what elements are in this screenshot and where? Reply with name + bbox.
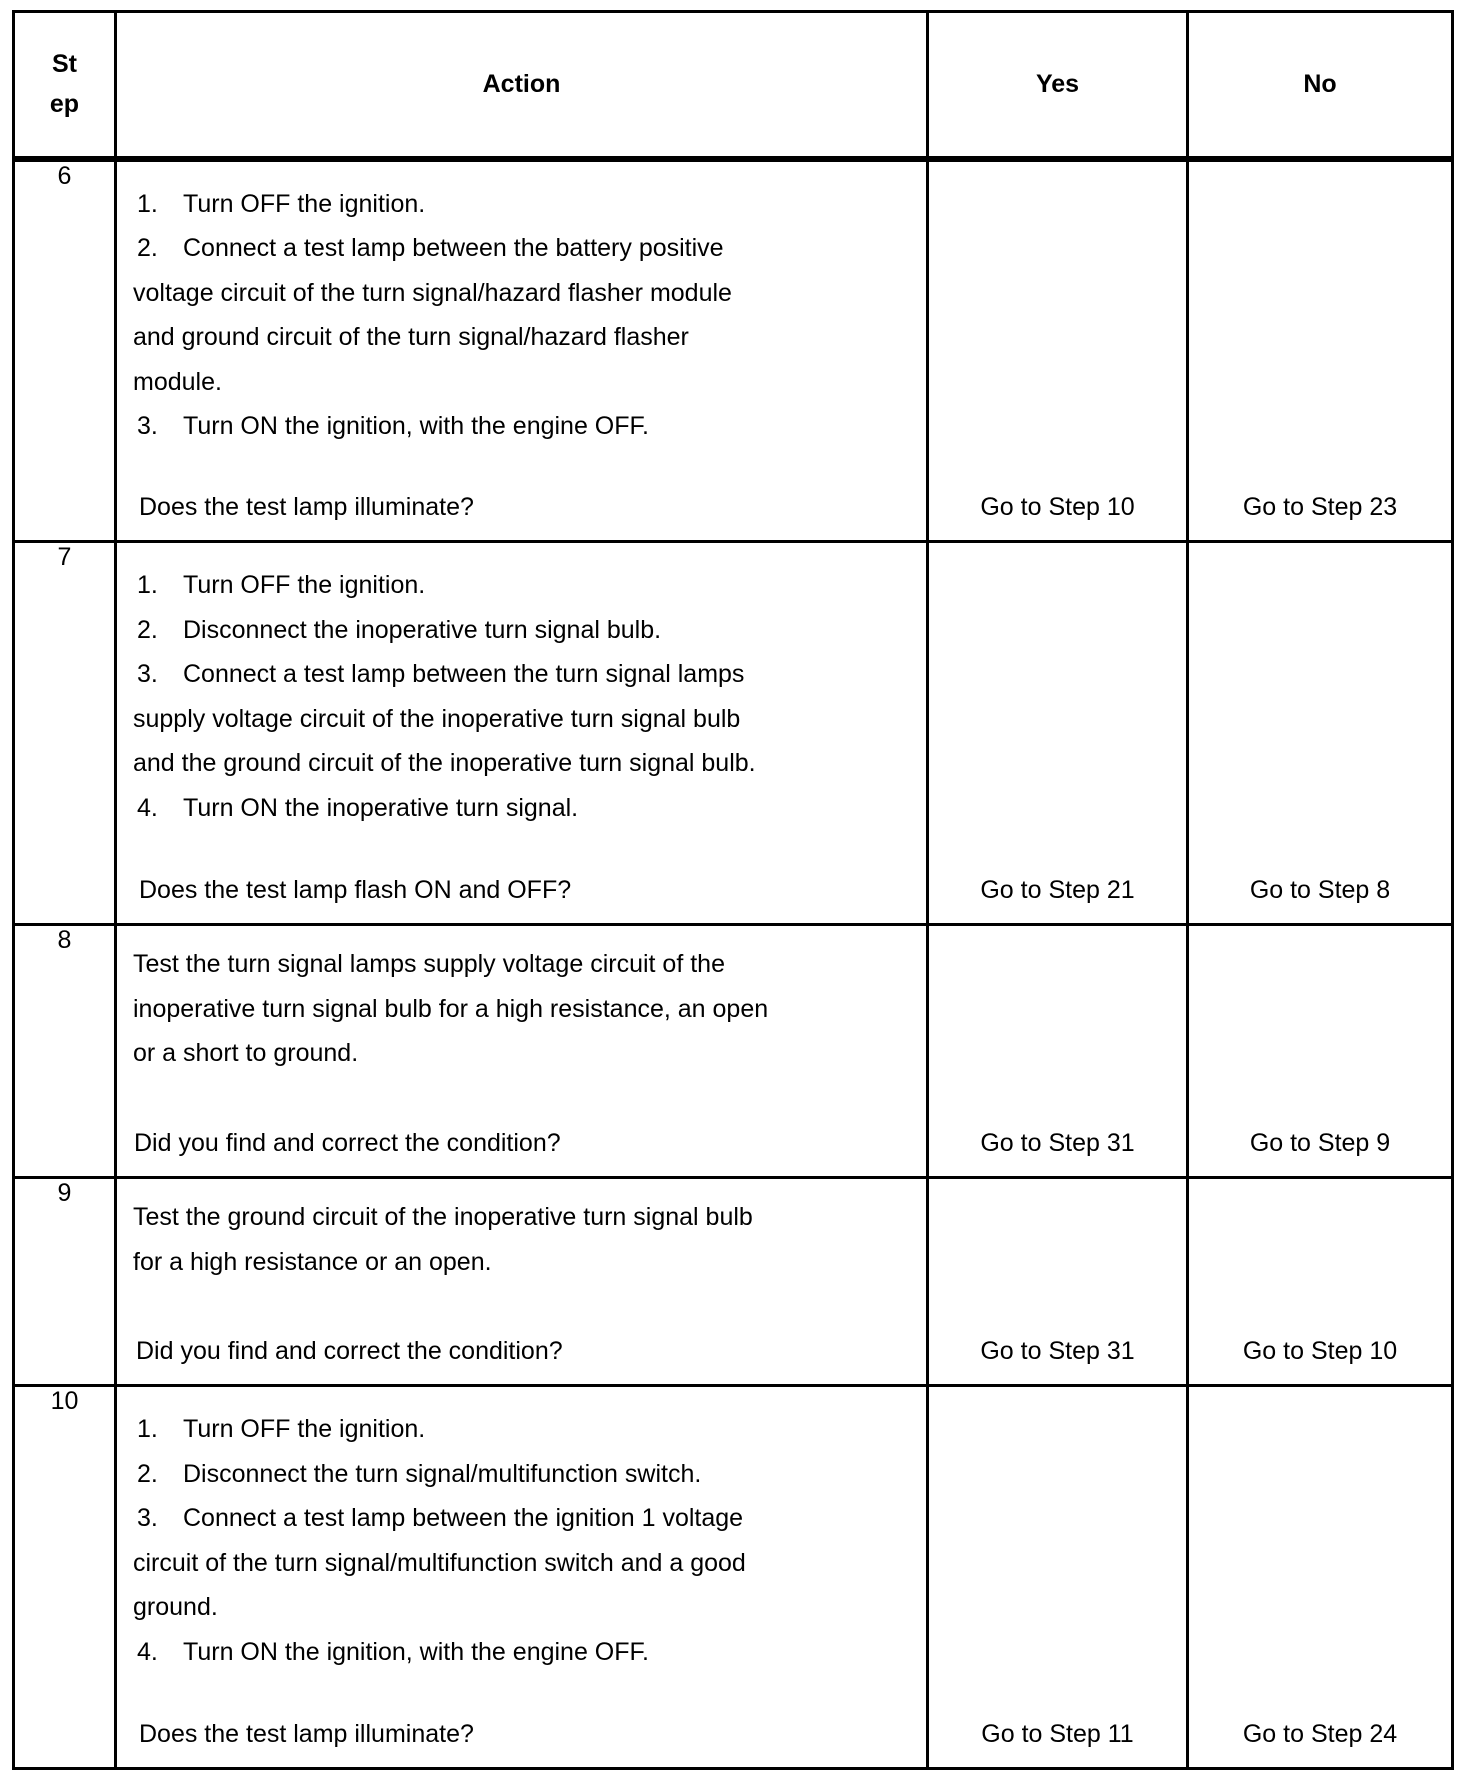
table-row — [14, 925, 1453, 1178]
action-lines — [117, 926, 926, 1076]
action-line-number: 2. — [137, 615, 158, 644]
action-line — [133, 563, 918, 608]
action-line-number: 3. — [137, 660, 158, 688]
action-line — [133, 1630, 918, 1675]
action-line — [133, 987, 918, 1032]
no-result: Go to Step 23 — [1242, 493, 1398, 521]
action-line — [133, 1585, 918, 1630]
action-line — [133, 608, 918, 653]
action-line-text: or a short to ground. — [133, 1039, 359, 1067]
action-line-text: Turn OFF the ignition. — [183, 189, 426, 218]
action-line-text: voltage circuit of the turn signal/hazard flasher module — [133, 278, 732, 307]
yes-cell — [928, 159, 1188, 542]
action-line-text: Connect a test lamp between the battery positive — [183, 234, 724, 262]
yes-cell — [928, 1386, 1188, 1769]
yes-result: Go to Step 10 — [980, 493, 1135, 521]
no-cell — [1188, 1386, 1453, 1769]
action-line-number: 3. — [137, 412, 158, 440]
no-result: Go to Step 8 — [1249, 876, 1391, 904]
diagnostic-table — [12, 10, 1454, 1770]
action-line — [133, 942, 918, 987]
action-question: Does the test lamp illuminate? — [139, 1720, 474, 1748]
action-line-text: Disconnect the inoperative turn signal bulb. — [183, 615, 662, 644]
action-cell — [116, 1178, 928, 1386]
action-line-number: 2. — [137, 234, 158, 262]
table-row — [14, 542, 1453, 925]
step-number: 8 — [14, 925, 116, 1178]
action-line — [133, 315, 918, 360]
action-line — [133, 652, 918, 697]
no-result: Go to Step 24 — [1242, 1720, 1398, 1748]
action-question: Does the test lamp illuminate? — [139, 493, 474, 521]
action-line — [133, 404, 918, 449]
action-line-number: 1. — [137, 1415, 158, 1443]
action-line — [133, 226, 918, 271]
no-cell — [1188, 1178, 1453, 1386]
action-line-text: module. — [133, 367, 222, 396]
action-line-text: Connect a test lamp between the ignition 1 voltage — [183, 1504, 744, 1532]
action-line-text: Turn OFF the ignition. — [183, 1415, 426, 1443]
header-action: Action — [116, 12, 928, 159]
action-line-text: circuit of the turn signal/multifunction switch and a good — [133, 1548, 746, 1577]
action-line — [133, 1195, 918, 1240]
header-no: No — [1188, 12, 1453, 159]
action-line-number: 1. — [137, 571, 158, 599]
action-cell — [116, 542, 928, 925]
action-line — [133, 741, 918, 786]
action-line-text: Disconnect the turn signal/multifunction switch. — [183, 1459, 702, 1488]
table-row — [14, 159, 1453, 542]
yes-result: Go to Step 21 — [980, 876, 1135, 904]
action-lines — [117, 543, 926, 830]
action-question: Did you find and correct the condition? — [136, 1337, 563, 1365]
yes-result: Go to Step 11 — [981, 1720, 1134, 1748]
action-line-text: supply voltage circuit of the inoperative turn signal bulb — [133, 704, 741, 733]
action-question: Did you find and correct the condition? — [134, 1129, 561, 1157]
yes-result: Go to Step 31 — [980, 1337, 1135, 1365]
action-line — [133, 271, 918, 316]
action-line — [133, 1541, 918, 1586]
action-line-text: Turn ON the ignition, with the engine OFF. — [183, 1637, 649, 1666]
action-line-text: Connect a test lamp between the turn signal lamps — [183, 660, 745, 688]
yes-cell — [928, 925, 1188, 1178]
action-line-text: Turn ON the ignition, with the engine OFF. — [183, 412, 649, 440]
step-number: 10 — [14, 1386, 116, 1769]
action-cell — [116, 1386, 928, 1769]
table-row — [14, 1386, 1453, 1769]
action-line-number: 2. — [137, 1459, 158, 1488]
step-number: 7 — [14, 542, 116, 925]
action-line — [133, 697, 918, 742]
step-number: 9 — [14, 1178, 116, 1386]
action-line — [133, 360, 918, 405]
action-line-text: for a high resistance or an open. — [133, 1247, 492, 1276]
yes-cell — [928, 1178, 1188, 1386]
header-step: St ep — [14, 12, 116, 159]
table-row — [14, 1178, 1453, 1386]
action-line-text: ground. — [133, 1593, 218, 1621]
action-question: Does the test lamp flash ON and OFF? — [139, 876, 572, 904]
action-line-text: Test the turn signal lamps supply voltage circuit of the — [133, 950, 725, 978]
action-line — [133, 182, 918, 227]
action-line — [133, 1031, 918, 1076]
action-line-number: 4. — [137, 1637, 158, 1666]
action-lines — [117, 1179, 926, 1284]
action-lines — [117, 1387, 926, 1674]
action-line-text: and the ground circuit of the inoperative turn signal bulb. — [133, 749, 756, 777]
action-line-text: Turn OFF the ignition. — [183, 571, 426, 599]
action-line — [133, 1407, 918, 1452]
no-cell — [1188, 542, 1453, 925]
step-number: 6 — [14, 159, 116, 542]
no-cell — [1188, 159, 1453, 542]
action-cell — [116, 159, 928, 542]
action-line — [133, 1452, 918, 1497]
action-line — [133, 1240, 918, 1285]
action-line-text: Turn ON the inoperative turn signal. — [183, 793, 579, 822]
header-yes: Yes — [928, 12, 1188, 159]
action-line-number: 3. — [137, 1504, 158, 1532]
no-cell — [1188, 925, 1453, 1178]
no-result: Go to Step 9 — [1249, 1129, 1391, 1157]
action-line — [133, 1496, 918, 1541]
header-row — [14, 12, 1453, 159]
action-line-text: and ground circuit of the turn signal/hazard flasher — [133, 323, 689, 351]
no-result: Go to Step 10 — [1242, 1337, 1398, 1365]
action-line-number: 1. — [137, 189, 158, 218]
action-line-text: inoperative turn signal bulb for a high resistance, an open — [133, 994, 769, 1023]
action-line-number: 4. — [137, 793, 158, 822]
action-line-text: Test the ground circuit of the inoperative turn signal bulb — [133, 1203, 753, 1231]
yes-cell — [928, 542, 1188, 925]
action-line — [133, 786, 918, 831]
action-lines — [117, 162, 926, 449]
yes-result: Go to Step 31 — [980, 1129, 1135, 1157]
action-cell — [116, 925, 928, 1178]
